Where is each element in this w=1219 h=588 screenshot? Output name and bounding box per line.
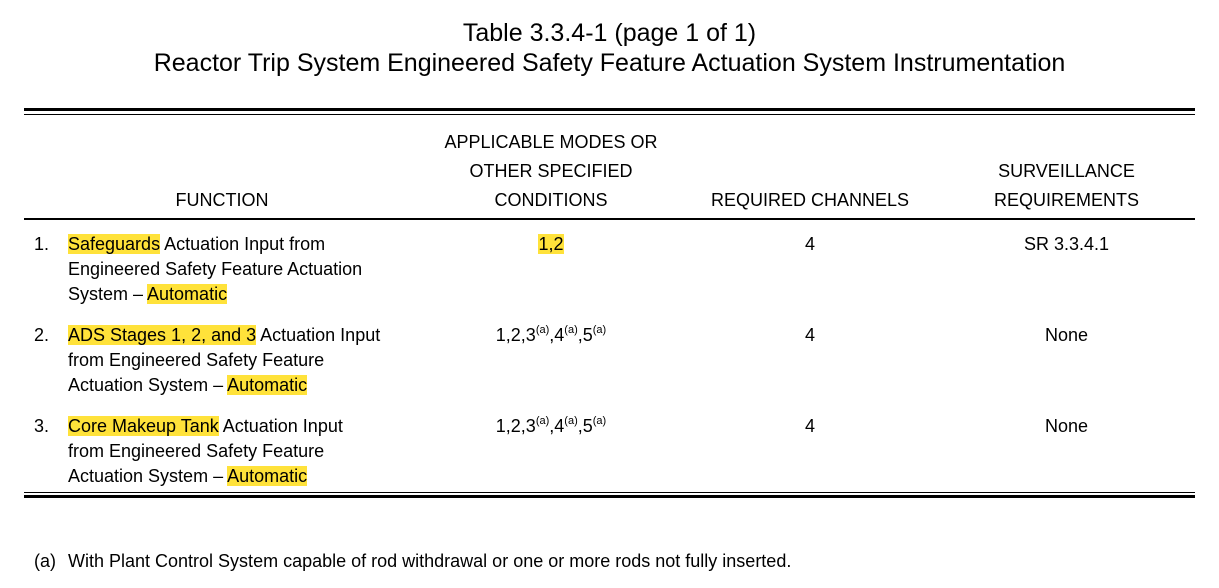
header-modes-line2: OTHER SPECIFIED xyxy=(469,161,633,181)
footnote-ref: (a) xyxy=(535,415,550,427)
footnote-text: With Plant Control System capable of rod withdrawal or one or more rods not fully inserted. xyxy=(68,551,792,571)
row-number: 2. xyxy=(34,325,50,345)
top-rule-outer xyxy=(24,108,1195,111)
row-surveillance: SR 3.3.4.1 xyxy=(1023,234,1110,254)
highlighted-term: Safeguards xyxy=(68,234,161,254)
function-line2: from Engineered Safety Feature xyxy=(68,350,325,370)
row-function xyxy=(68,414,420,489)
highlighted-term: Automatic xyxy=(227,375,308,395)
header-rule xyxy=(24,218,1195,220)
modes-text: 1,2,3 xyxy=(495,416,536,436)
header-surveillance-line2: REQUIREMENTS xyxy=(993,190,1139,210)
function-text: Actuation Input xyxy=(218,416,343,436)
highlighted-term: Automatic xyxy=(227,466,308,486)
function-text: Actuation Input from xyxy=(160,234,326,254)
footnote-mark: (a) xyxy=(34,551,56,571)
row-number: 1. xyxy=(34,234,50,254)
modes-text: ,5 xyxy=(577,325,593,345)
function-line1 xyxy=(68,414,420,439)
modes-text: ,5 xyxy=(577,416,593,436)
function-line1 xyxy=(68,232,420,257)
function-line2: from Engineered Safety Feature xyxy=(68,441,325,461)
bottom-rule-outer xyxy=(24,495,1195,498)
row-modes xyxy=(420,232,682,257)
footnote-ref: (a) xyxy=(592,324,607,336)
highlighted-term: Core Makeup Tank xyxy=(68,416,219,436)
footnote-ref: (a) xyxy=(592,415,607,427)
footnote-ref: (a) xyxy=(535,324,550,336)
function-text: Actuation System – xyxy=(68,466,228,486)
row-channels: 4 xyxy=(804,416,815,436)
footnote-ref: (a) xyxy=(564,415,578,427)
bottom-rule-inner xyxy=(24,492,1195,493)
function-text: Actuation Input xyxy=(256,325,381,345)
function-text: System – xyxy=(68,284,148,304)
header-surveillance xyxy=(938,157,1195,215)
function-line3 xyxy=(68,282,420,307)
row-channels: 4 xyxy=(804,325,815,345)
row-function xyxy=(68,232,420,307)
function-line3 xyxy=(68,373,420,398)
footnote-ref: (a) xyxy=(564,324,578,336)
modes-text: 1,2,3 xyxy=(495,325,536,345)
header-surveillance-line1: SURVEILLANCE xyxy=(998,161,1135,181)
row-modes xyxy=(420,414,682,439)
highlighted-modes: 1,2 xyxy=(538,234,564,254)
function-line3 xyxy=(68,464,420,489)
header-modes-line1: APPLICABLE MODES OR xyxy=(444,132,658,152)
function-line2: Engineered Safety Feature Actuation xyxy=(68,259,363,279)
table-subtitle: Reactor Trip System Engineered Safety Feature Actuation System Instrumentation xyxy=(153,49,1066,77)
row-modes xyxy=(420,323,682,348)
function-text: Actuation System – xyxy=(68,375,228,395)
header-modes-line3: CONDITIONS xyxy=(494,190,608,210)
table-title: Table 3.3.4-1 (page 1 of 1) xyxy=(462,19,757,47)
top-rule-inner xyxy=(24,114,1195,115)
row-function xyxy=(68,323,420,398)
footnote xyxy=(34,549,791,574)
modes-text: ,4 xyxy=(549,416,565,436)
function-line1 xyxy=(68,323,420,348)
highlighted-term: Automatic xyxy=(147,284,228,304)
row-surveillance: None xyxy=(1044,416,1089,436)
header-modes xyxy=(420,128,682,215)
modes-text: ,4 xyxy=(549,325,565,345)
row-number: 3. xyxy=(34,416,50,436)
header-required-channels: REQUIRED CHANNELS xyxy=(710,190,910,210)
row-surveillance: None xyxy=(1044,325,1089,345)
highlighted-term: ADS Stages 1, 2, and 3 xyxy=(68,325,257,345)
header-function: FUNCTION xyxy=(175,190,269,210)
row-channels: 4 xyxy=(804,234,815,254)
